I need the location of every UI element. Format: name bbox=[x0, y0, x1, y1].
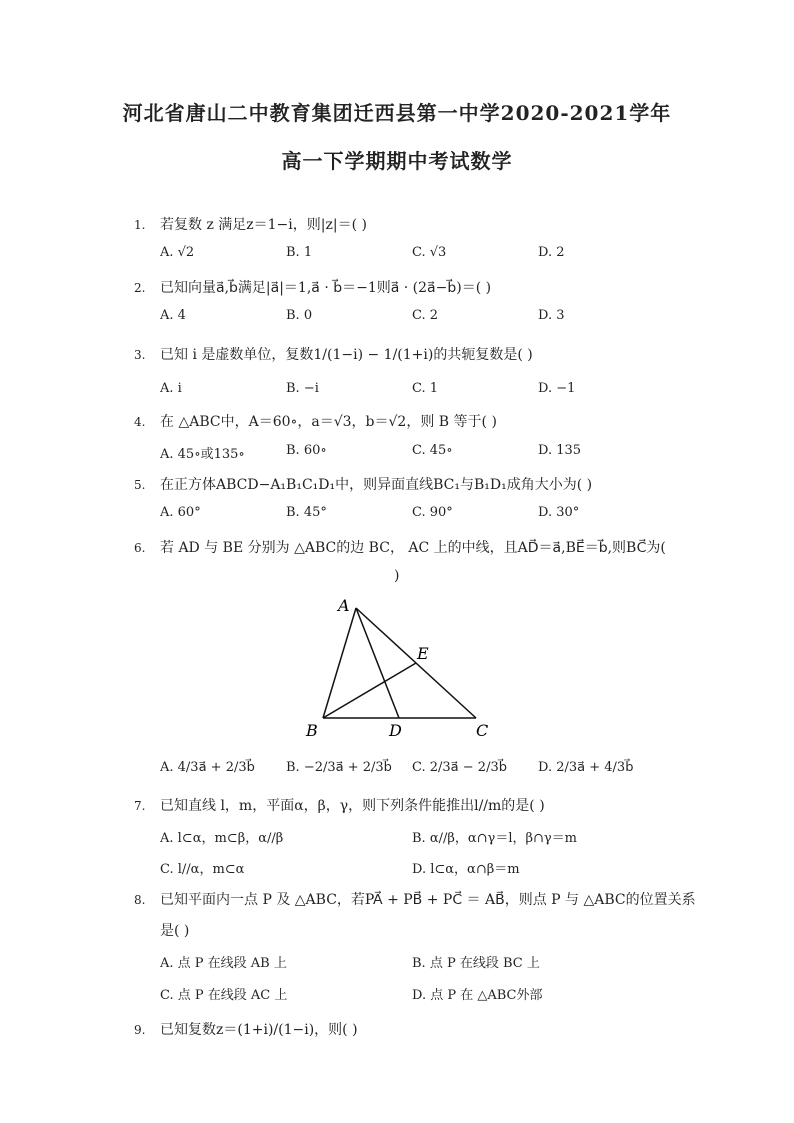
option-b: B. α//β，α∩γ＝l，β∩γ＝m bbox=[412, 831, 577, 846]
option-c: C. 2 bbox=[412, 308, 439, 323]
option-a: A. 45∘或135∘ bbox=[160, 447, 245, 462]
point-label-e: E bbox=[417, 644, 429, 663]
option-d: D. −1 bbox=[538, 381, 576, 396]
question-text: 已知复数z＝(1+i)/(1−i)，则( ) bbox=[160, 1022, 358, 1038]
question-number: 7. bbox=[134, 799, 146, 813]
question-text: 在正方体ABCD−A₁B₁C₁D₁中，则异面直线BC₁与B₁D₁成角大小为( ) bbox=[160, 477, 593, 493]
vertex-label-a: A bbox=[338, 596, 350, 615]
option-a: A. 4 bbox=[160, 308, 186, 323]
title-line-2: 高一下学期期中考试数学 bbox=[281, 149, 513, 173]
question-2 bbox=[134, 277, 491, 297]
question-text: 已知平面内一点 P 及 △ABC，若PA⃗ + PB⃗ + PC⃗ ＝ AB⃗，则点 P 与 △ABC的位置关系 bbox=[160, 892, 696, 908]
question-number: 5. bbox=[134, 478, 146, 492]
option-d: D. 3 bbox=[538, 308, 565, 323]
option-b: B. 点 P 在线段 BC 上 bbox=[412, 956, 540, 971]
question-text: 已知向量a⃗,b⃗满足|a⃗|＝1,a⃗ · b⃗＝−1则a⃗ · (2a⃗−b⃗)＝( ) bbox=[160, 280, 492, 296]
question-number: 4. bbox=[134, 415, 146, 429]
question-8 bbox=[134, 889, 696, 909]
option-c: C. 点 P 在线段 AC 上 bbox=[160, 988, 288, 1003]
option-c: C. 1 bbox=[412, 381, 439, 396]
option-b: B. 45° bbox=[286, 505, 327, 520]
option-b: B. 60∘ bbox=[286, 443, 327, 458]
option-b: B. −2/3a⃗ + 2/3b⃗ bbox=[286, 760, 392, 775]
vertex-label-b: B bbox=[306, 721, 318, 740]
question-text: 已知 i 是虚数单位，复数1/(1−i) − 1/(1+i)的共轭复数是( ) bbox=[160, 347, 533, 363]
triangle-figure bbox=[300, 592, 500, 742]
question-4 bbox=[134, 411, 497, 431]
vertex-label-c: C bbox=[476, 721, 489, 740]
question-9 bbox=[134, 1019, 358, 1039]
option-a: A. 60° bbox=[160, 505, 201, 520]
title-line-1: 河北省唐山二中教育集团迁西县第一中学2020-2021学年 bbox=[122, 101, 672, 125]
question-6-continuation: ) bbox=[394, 568, 400, 584]
option-b: B. 0 bbox=[286, 308, 313, 323]
option-c: C. 45∘ bbox=[412, 443, 453, 458]
question-text: 若 AD 与 BE 分别为 △ABC的边 BC， AC 上的中线，且AD⃗＝a⃗,BE⃗＝b⃗,则BC⃗为( bbox=[160, 540, 666, 556]
option-d: D. 点 P 在 △ABC外部 bbox=[412, 988, 543, 1003]
question-7 bbox=[134, 795, 545, 815]
option-c: C. √3 bbox=[412, 245, 447, 260]
option-a: A. i bbox=[160, 381, 182, 396]
option-c: C. l//α，m⊂α bbox=[160, 862, 245, 877]
question-1 bbox=[134, 214, 367, 234]
point-label-d: D bbox=[389, 721, 402, 740]
question-number: 9. bbox=[134, 1023, 146, 1037]
option-a: A. 点 P 在线段 AB 上 bbox=[160, 956, 287, 971]
option-b: B. 1 bbox=[286, 245, 313, 260]
question-number: 2. bbox=[134, 281, 146, 295]
question-number: 6. bbox=[134, 541, 146, 555]
option-d: D. 30° bbox=[538, 505, 580, 520]
option-c: C. 2/3a⃗ − 2/3b⃗ bbox=[412, 760, 507, 775]
question-number: 8. bbox=[134, 893, 146, 907]
option-a: A. l⊂α，m⊂β，α//β bbox=[160, 831, 284, 846]
question-number: 1. bbox=[134, 218, 146, 232]
option-c: C. 90° bbox=[412, 505, 453, 520]
question-text: 若复数 z 满足z＝1−i，则|z|＝( ) bbox=[160, 217, 367, 233]
question-number: 3. bbox=[134, 348, 146, 362]
question-3 bbox=[134, 344, 533, 364]
question-8-continuation: 是( ) bbox=[160, 923, 190, 939]
option-a: A. √2 bbox=[160, 245, 195, 260]
question-5 bbox=[134, 474, 592, 494]
question-text: 已知直线 l，m，平面α，β，γ，则下列条件能推出l//m的是( ) bbox=[160, 798, 545, 814]
question-6 bbox=[134, 537, 666, 557]
option-d: D. 2/3a⃗ + 4/3b⃗ bbox=[538, 760, 634, 775]
option-b: B. −i bbox=[286, 381, 319, 396]
option-a: A. 4/3a⃗ + 2/3b⃗ bbox=[160, 760, 255, 775]
median-ad bbox=[356, 608, 399, 718]
option-d: D. 135 bbox=[538, 443, 582, 458]
option-d: D. 2 bbox=[538, 245, 565, 260]
question-text: 在 △ABC中，A＝60∘，a＝√3，b＝√2，则 B 等于( ) bbox=[160, 414, 497, 430]
option-d: D. l⊂α，α∩β＝m bbox=[412, 862, 520, 877]
